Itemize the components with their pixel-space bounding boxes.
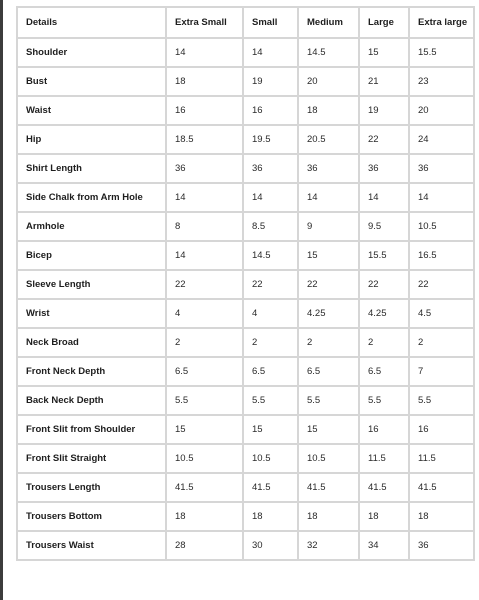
table-row — [17, 299, 474, 328]
value-cell-extra-large: 2 — [409, 328, 474, 357]
value-cell-large: 21 — [359, 67, 409, 96]
measurement-label: Waist — [17, 96, 166, 125]
measurement-label: Hip — [17, 125, 166, 154]
value-cell-extra-large: 41.5 — [409, 473, 474, 502]
value-cell-large: 41.5 — [359, 473, 409, 502]
table-row — [17, 444, 474, 473]
value-cell-extra-small: 2 — [166, 328, 243, 357]
table-row — [17, 473, 474, 502]
table-row — [17, 502, 474, 531]
measurement-label: Armhole — [17, 212, 166, 241]
value-cell-medium: 6.5 — [298, 357, 359, 386]
measurement-label: Side Chalk from Arm Hole — [17, 183, 166, 212]
table-row — [17, 531, 474, 560]
header-extra-large: Extra large — [409, 7, 474, 38]
value-cell-extra-small: 41.5 — [166, 473, 243, 502]
value-cell-extra-large: 22 — [409, 270, 474, 299]
value-cell-large: 22 — [359, 125, 409, 154]
value-cell-small: 19.5 — [243, 125, 298, 154]
value-cell-extra-small: 14 — [166, 241, 243, 270]
value-cell-small: 14.5 — [243, 241, 298, 270]
value-cell-extra-small: 15 — [166, 415, 243, 444]
value-cell-large: 2 — [359, 328, 409, 357]
value-cell-extra-large: 14 — [409, 183, 474, 212]
measurement-label: Bicep — [17, 241, 166, 270]
value-cell-large: 11.5 — [359, 444, 409, 473]
value-cell-small: 16 — [243, 96, 298, 125]
value-cell-extra-small: 36 — [166, 154, 243, 183]
header-small: Small — [243, 7, 298, 38]
value-cell-extra-large: 20 — [409, 96, 474, 125]
value-cell-medium: 32 — [298, 531, 359, 560]
table-row — [17, 241, 474, 270]
measurement-label: Wrist — [17, 299, 166, 328]
value-cell-small: 4 — [243, 299, 298, 328]
value-cell-large: 15 — [359, 38, 409, 67]
value-cell-extra-large: 11.5 — [409, 444, 474, 473]
value-cell-medium: 2 — [298, 328, 359, 357]
value-cell-medium: 15 — [298, 241, 359, 270]
value-cell-extra-large: 24 — [409, 125, 474, 154]
measurement-label: Neck Broad — [17, 328, 166, 357]
value-cell-extra-small: 18 — [166, 67, 243, 96]
value-cell-extra-small: 4 — [166, 299, 243, 328]
value-cell-medium: 20.5 — [298, 125, 359, 154]
value-cell-extra-small: 14 — [166, 183, 243, 212]
value-cell-medium: 10.5 — [298, 444, 359, 473]
measurement-label: Trousers Bottom — [17, 502, 166, 531]
value-cell-extra-small: 28 — [166, 531, 243, 560]
value-cell-extra-large: 16 — [409, 415, 474, 444]
value-cell-extra-large: 10.5 — [409, 212, 474, 241]
value-cell-extra-small: 18.5 — [166, 125, 243, 154]
table-row — [17, 125, 474, 154]
value-cell-small: 36 — [243, 154, 298, 183]
value-cell-small: 15 — [243, 415, 298, 444]
value-cell-large: 22 — [359, 270, 409, 299]
size-chart-header — [17, 7, 474, 38]
value-cell-medium: 5.5 — [298, 386, 359, 415]
value-cell-large: 15.5 — [359, 241, 409, 270]
value-cell-extra-large: 36 — [409, 531, 474, 560]
table-row — [17, 38, 474, 67]
value-cell-large: 18 — [359, 502, 409, 531]
value-cell-extra-large: 7 — [409, 357, 474, 386]
value-cell-medium: 4.25 — [298, 299, 359, 328]
value-cell-medium: 14.5 — [298, 38, 359, 67]
measurement-label: Bust — [17, 67, 166, 96]
value-cell-large: 16 — [359, 415, 409, 444]
measurement-label: Trousers Length — [17, 473, 166, 502]
value-cell-large: 36 — [359, 154, 409, 183]
value-cell-extra-small: 5.5 — [166, 386, 243, 415]
value-cell-extra-small: 10.5 — [166, 444, 243, 473]
value-cell-medium: 20 — [298, 67, 359, 96]
value-cell-extra-large: 23 — [409, 67, 474, 96]
measurement-label: Shirt Length — [17, 154, 166, 183]
table-row — [17, 67, 474, 96]
value-cell-extra-large: 18 — [409, 502, 474, 531]
header-row — [17, 7, 474, 38]
value-cell-extra-large: 4.5 — [409, 299, 474, 328]
measurement-label: Front Slit from Shoulder — [17, 415, 166, 444]
table-row — [17, 328, 474, 357]
header-large: Large — [359, 7, 409, 38]
value-cell-extra-large: 36 — [409, 154, 474, 183]
value-cell-medium: 22 — [298, 270, 359, 299]
header-details: Details — [17, 7, 166, 38]
value-cell-large: 19 — [359, 96, 409, 125]
value-cell-small: 41.5 — [243, 473, 298, 502]
table-row — [17, 212, 474, 241]
value-cell-small: 6.5 — [243, 357, 298, 386]
value-cell-extra-large: 16.5 — [409, 241, 474, 270]
table-row — [17, 357, 474, 386]
measurement-label: Trousers Waist — [17, 531, 166, 560]
value-cell-large: 14 — [359, 183, 409, 212]
value-cell-extra-large: 5.5 — [409, 386, 474, 415]
value-cell-extra-small: 8 — [166, 212, 243, 241]
measurement-label: Back Neck Depth — [17, 386, 166, 415]
measurement-label: Front Neck Depth — [17, 357, 166, 386]
value-cell-small: 8.5 — [243, 212, 298, 241]
measurement-label: Shoulder — [17, 38, 166, 67]
value-cell-medium: 9 — [298, 212, 359, 241]
value-cell-extra-large: 15.5 — [409, 38, 474, 67]
value-cell-extra-small: 22 — [166, 270, 243, 299]
value-cell-large: 9.5 — [359, 212, 409, 241]
value-cell-extra-small: 18 — [166, 502, 243, 531]
value-cell-small: 22 — [243, 270, 298, 299]
value-cell-medium: 14 — [298, 183, 359, 212]
header-medium: Medium — [298, 7, 359, 38]
value-cell-small: 14 — [243, 38, 298, 67]
value-cell-extra-small: 14 — [166, 38, 243, 67]
value-cell-small: 14 — [243, 183, 298, 212]
measurement-label: Front Slit Straight — [17, 444, 166, 473]
table-row — [17, 415, 474, 444]
value-cell-large: 6.5 — [359, 357, 409, 386]
value-cell-large: 5.5 — [359, 386, 409, 415]
measurement-label: Sleeve Length — [17, 270, 166, 299]
value-cell-small: 19 — [243, 67, 298, 96]
header-extra-small: Extra Small — [166, 7, 243, 38]
value-cell-large: 4.25 — [359, 299, 409, 328]
value-cell-small: 30 — [243, 531, 298, 560]
value-cell-medium: 41.5 — [298, 473, 359, 502]
value-cell-medium: 18 — [298, 96, 359, 125]
value-cell-small: 10.5 — [243, 444, 298, 473]
table-row — [17, 270, 474, 299]
value-cell-medium: 18 — [298, 502, 359, 531]
value-cell-medium: 15 — [298, 415, 359, 444]
table-row — [17, 183, 474, 212]
value-cell-large: 34 — [359, 531, 409, 560]
value-cell-medium: 36 — [298, 154, 359, 183]
size-chart-body — [17, 38, 474, 560]
table-row — [17, 154, 474, 183]
value-cell-small: 5.5 — [243, 386, 298, 415]
value-cell-small: 18 — [243, 502, 298, 531]
value-cell-extra-small: 6.5 — [166, 357, 243, 386]
table-row — [17, 96, 474, 125]
size-chart-table — [16, 6, 475, 561]
value-cell-extra-small: 16 — [166, 96, 243, 125]
table-row — [17, 386, 474, 415]
value-cell-small: 2 — [243, 328, 298, 357]
